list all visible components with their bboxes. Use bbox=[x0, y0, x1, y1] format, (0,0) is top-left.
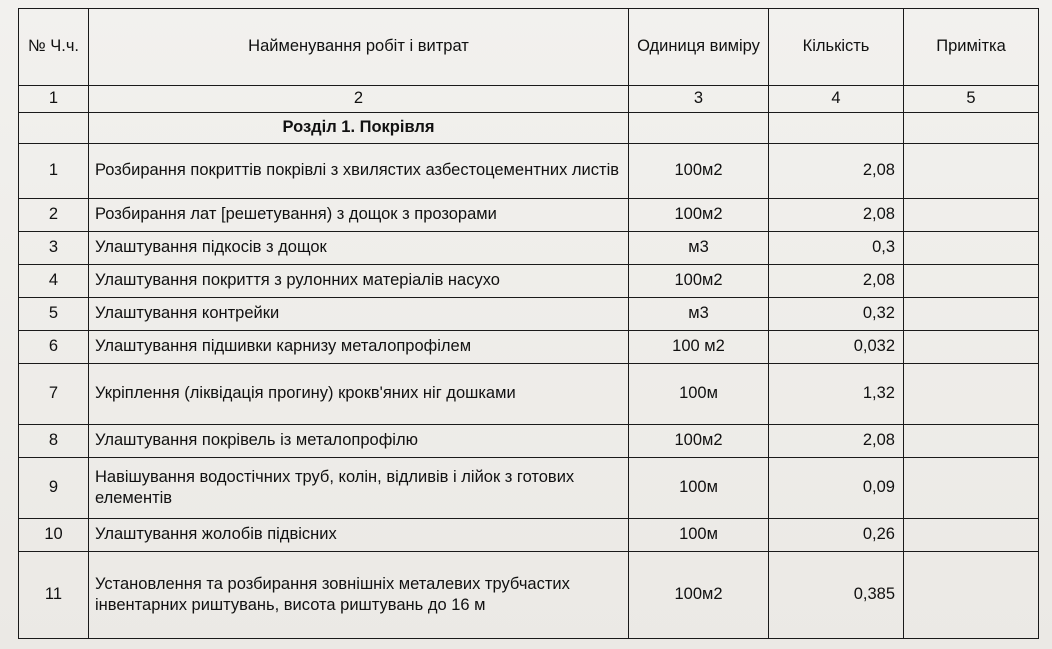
row-num: 2 bbox=[19, 199, 89, 232]
works-table bbox=[18, 8, 1039, 639]
column-index: 2 bbox=[89, 86, 629, 113]
row-unit: 100м2 bbox=[629, 144, 769, 199]
table-row bbox=[19, 331, 1039, 364]
table-row bbox=[19, 552, 1039, 639]
table-row bbox=[19, 265, 1039, 298]
column-index-row bbox=[19, 86, 1039, 113]
row-qty: 0,26 bbox=[769, 519, 904, 552]
section-empty-cell bbox=[629, 113, 769, 144]
row-note bbox=[904, 552, 1039, 639]
section-empty-cell bbox=[769, 113, 904, 144]
row-note bbox=[904, 265, 1039, 298]
column-index: 3 bbox=[629, 86, 769, 113]
row-num: 3 bbox=[19, 232, 89, 265]
section-row bbox=[19, 113, 1039, 144]
row-qty: 0,3 bbox=[769, 232, 904, 265]
row-num: 10 bbox=[19, 519, 89, 552]
table-row bbox=[19, 364, 1039, 425]
row-qty: 2,08 bbox=[769, 199, 904, 232]
row-note bbox=[904, 298, 1039, 331]
column-index: 5 bbox=[904, 86, 1039, 113]
row-name: Улаштування покриття з рулонних матеріалів насухо bbox=[89, 265, 629, 298]
row-note bbox=[904, 425, 1039, 458]
table-row bbox=[19, 232, 1039, 265]
row-qty: 2,08 bbox=[769, 144, 904, 199]
row-qty: 2,08 bbox=[769, 425, 904, 458]
row-qty: 0,09 bbox=[769, 458, 904, 519]
row-qty: 1,32 bbox=[769, 364, 904, 425]
row-qty: 0,32 bbox=[769, 298, 904, 331]
row-num: 8 bbox=[19, 425, 89, 458]
row-num: 11 bbox=[19, 552, 89, 639]
row-note bbox=[904, 232, 1039, 265]
row-num: 6 bbox=[19, 331, 89, 364]
row-name: Улаштування контрейки bbox=[89, 298, 629, 331]
row-unit: 100 м2 bbox=[629, 331, 769, 364]
row-note bbox=[904, 144, 1039, 199]
row-name: Розбирання покриттів покрівлі з хвилястих азбестоцементних листів bbox=[89, 144, 629, 199]
row-num: 9 bbox=[19, 458, 89, 519]
header-name: Найменування робіт і витрат bbox=[89, 9, 629, 86]
row-name: Улаштування підшивки карнизу металопрофілем bbox=[89, 331, 629, 364]
row-name: Навішування водостічних труб, колін, відливів і лійок з готових елементів bbox=[89, 458, 629, 519]
table-row bbox=[19, 519, 1039, 552]
table-row bbox=[19, 199, 1039, 232]
row-note bbox=[904, 519, 1039, 552]
row-unit: м3 bbox=[629, 298, 769, 331]
row-qty: 0,385 bbox=[769, 552, 904, 639]
row-num: 7 bbox=[19, 364, 89, 425]
header-unit: Одиниця виміру bbox=[629, 9, 769, 86]
table-row bbox=[19, 144, 1039, 199]
row-num: 4 bbox=[19, 265, 89, 298]
table-row bbox=[19, 458, 1039, 519]
row-num: 1 bbox=[19, 144, 89, 199]
row-qty: 2,08 bbox=[769, 265, 904, 298]
row-note bbox=[904, 458, 1039, 519]
row-name: Розбирання лат [решетування) з дощок з прозорами bbox=[89, 199, 629, 232]
header-num: № Ч.ч. bbox=[19, 9, 89, 86]
row-name: Укріплення (ліквідація прогину) крокв'яних ніг дошками bbox=[89, 364, 629, 425]
row-note bbox=[904, 199, 1039, 232]
row-num: 5 bbox=[19, 298, 89, 331]
section-title: Розділ 1. Покрівля bbox=[89, 113, 629, 144]
row-unit: 100м bbox=[629, 519, 769, 552]
row-unit: 100м bbox=[629, 458, 769, 519]
row-note bbox=[904, 331, 1039, 364]
row-name: Улаштування покрівель із металопрофілю bbox=[89, 425, 629, 458]
header-note: Примітка bbox=[904, 9, 1039, 86]
section-empty-cell bbox=[19, 113, 89, 144]
table-row bbox=[19, 425, 1039, 458]
table-row bbox=[19, 298, 1039, 331]
row-unit: 100м2 bbox=[629, 265, 769, 298]
row-unit: 100м2 bbox=[629, 199, 769, 232]
row-name: Улаштування жолобів підвісних bbox=[89, 519, 629, 552]
row-unit: 100м bbox=[629, 364, 769, 425]
row-unit: 100м2 bbox=[629, 425, 769, 458]
row-name: Улаштування підкосів з дощок bbox=[89, 232, 629, 265]
header-qty: Кількість bbox=[769, 9, 904, 86]
row-note bbox=[904, 364, 1039, 425]
row-unit: 100м2 bbox=[629, 552, 769, 639]
row-unit: м3 bbox=[629, 232, 769, 265]
header-row bbox=[19, 9, 1039, 86]
column-index: 4 bbox=[769, 86, 904, 113]
section-empty-cell bbox=[904, 113, 1039, 144]
column-index: 1 bbox=[19, 86, 89, 113]
row-name: Установлення та розбирання зовнішніх металевих трубчастих інвентарних риштувань, висота риштувань до 16 м bbox=[89, 552, 629, 639]
row-qty: 0,032 bbox=[769, 331, 904, 364]
